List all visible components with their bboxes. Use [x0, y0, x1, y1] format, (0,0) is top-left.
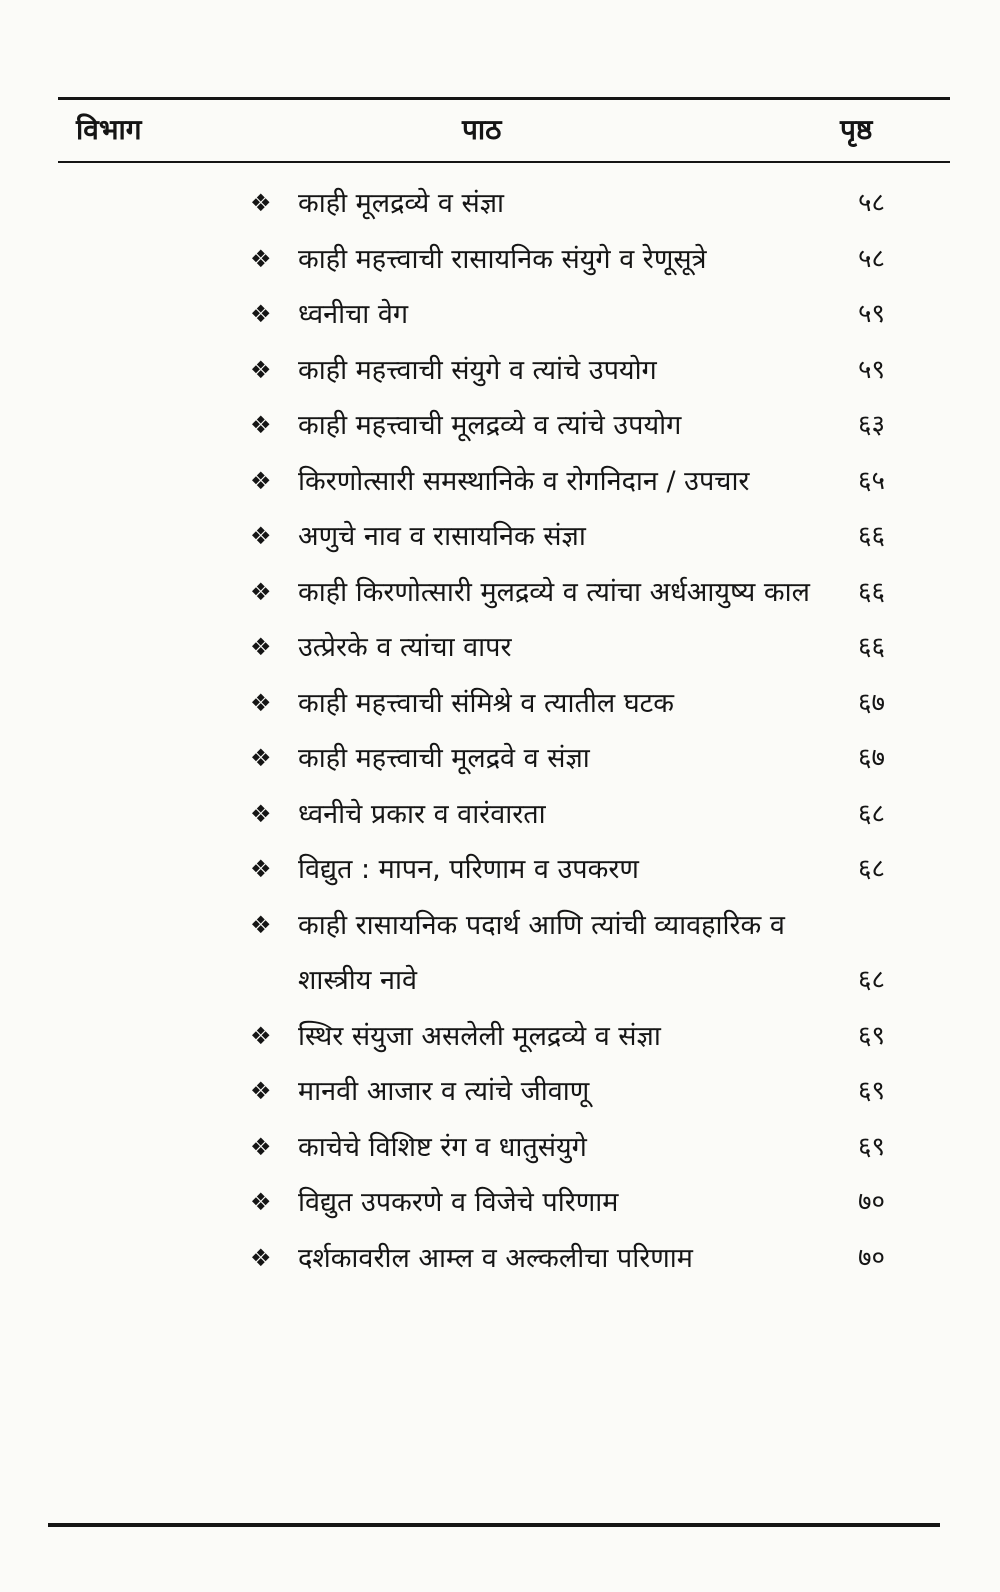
toc-entry	[248, 1175, 928, 1231]
diamond-bullet-icon: ❖	[250, 466, 272, 495]
diamond-bullet-icon: ❖	[250, 1077, 272, 1105]
toc-entry-page-number: ६९	[858, 1076, 886, 1106]
diamond-bullet-icon: ❖	[250, 855, 272, 883]
diamond-bullet-icon: ❖	[250, 577, 272, 606]
bottom-rule	[48, 1523, 940, 1527]
toc-entry-title: काही महत्त्वाची मूलद्रव्ये व त्यांचे उपयोग	[298, 410, 682, 441]
toc-entry-page-number: ६९	[858, 1020, 886, 1051]
diamond-bullet-icon: ❖	[250, 411, 272, 439]
toc-entry-page-number: ६५	[858, 465, 886, 496]
toc-entry-page-number: ६७	[858, 687, 886, 718]
toc-entry	[248, 676, 928, 732]
toc-entry-page-number: ६६	[858, 632, 886, 662]
toc-entry-title: अणुचे नाव व रासायनिक संज्ञा	[298, 521, 586, 552]
diamond-bullet-icon: ❖	[250, 300, 272, 328]
column-header-section: विभाग	[76, 113, 142, 146]
toc-entry-page-number: ५८	[858, 243, 886, 274]
toc-entry	[248, 343, 928, 399]
toc-entry	[248, 509, 928, 565]
diamond-bullet-icon: ❖	[250, 1188, 272, 1216]
toc-entry-page-number: ५९	[858, 354, 886, 385]
toc-entry-title: काही महत्त्वाची संयुगे व त्यांचे उपयोग	[298, 354, 657, 386]
header-rule	[58, 161, 950, 163]
toc-entry-title: काचेचे विशिष्ट रंग व धातुसंयुगे	[298, 1131, 587, 1163]
toc-entry-title: काही महत्त्वाची संमिश्रे व त्यातील घटक	[298, 687, 675, 719]
toc-entry-title: ध्वनीचा वेग	[298, 299, 409, 330]
toc-entry	[248, 287, 928, 343]
toc-entry-title: विद्युत : मापन, परिणाम व उपकरण	[298, 854, 639, 885]
diamond-bullet-icon: ❖	[250, 189, 272, 217]
column-header-lesson: पाठ	[462, 113, 502, 146]
toc-entry	[248, 620, 928, 676]
toc-entry	[248, 398, 928, 454]
toc-entry-list	[248, 176, 928, 1286]
toc-entry-title: किरणोत्सारी समस्थानिके व रोगनिदान / उपचार	[298, 465, 750, 497]
toc-entry-title: काही महत्त्वाची मूलद्रवे व संज्ञा	[298, 743, 590, 774]
toc-entry-page-number: ५९	[858, 299, 886, 329]
diamond-bullet-icon: ❖	[250, 355, 272, 384]
toc-entry	[248, 842, 928, 898]
diamond-bullet-icon: ❖	[250, 244, 272, 273]
toc-entry-title: काही मूलद्रव्ये व संज्ञा	[298, 188, 505, 219]
toc-entry-page-number: ६९	[858, 1131, 886, 1162]
toc-entry	[248, 787, 928, 843]
diamond-bullet-icon: ❖	[250, 688, 272, 717]
toc-entry-title: दर्शकावरील आम्ल व अल्कलीचा परिणाम	[298, 1242, 693, 1274]
toc-entry-title: स्थिर संयुजा असलेली मूलद्रव्ये व संज्ञा	[298, 1020, 661, 1052]
diamond-bullet-icon: ❖	[250, 1243, 272, 1272]
toc-entry	[248, 565, 928, 621]
toc-entry-page-number: ६६	[858, 521, 886, 551]
toc-entry	[248, 898, 928, 1009]
toc-entry-title: काही महत्त्वाची रासायनिक संयुगे व रेणूसूत्रे	[298, 243, 707, 275]
toc-entry-title: काही रासायनिक पदार्थ आणि त्यांची व्यावहारिक व शास्त्रीय नावे	[298, 909, 785, 996]
toc-entry-page-number: ७०	[858, 1187, 886, 1217]
toc-entry	[248, 1009, 928, 1065]
toc-entry-page-number: ६८	[858, 854, 886, 884]
toc-entry	[248, 1120, 928, 1176]
toc-entry	[248, 232, 928, 288]
diamond-bullet-icon: ❖	[250, 799, 272, 828]
diamond-bullet-icon: ❖	[250, 910, 272, 939]
diamond-bullet-icon: ❖	[250, 1132, 272, 1161]
toc-entry-page-number: ५८	[858, 188, 886, 218]
diamond-bullet-icon: ❖	[250, 522, 272, 550]
toc-entry-page-number: ६३	[858, 410, 886, 440]
toc-entry-title: काही किरणोत्सारी मुलद्रव्ये व त्यांचा अर्धआयुष्य काल	[298, 576, 810, 608]
column-header-page: पृष्ठ	[840, 113, 873, 146]
toc-entry-page-number: ७०	[858, 1242, 886, 1273]
toc-entry-page-number: ६७	[858, 743, 886, 773]
diamond-bullet-icon: ❖	[250, 744, 272, 772]
toc-entry	[248, 176, 928, 232]
toc-entry	[248, 1231, 928, 1287]
toc-entry-page-number: ६८	[858, 965, 886, 995]
toc-entry	[248, 731, 928, 787]
toc-entry-title: विद्युत उपकरणे व विजेचे परिणाम	[298, 1187, 619, 1218]
diamond-bullet-icon: ❖	[250, 1021, 272, 1050]
toc-entry-title: मानवी आजार व त्यांचे जीवाणू	[298, 1076, 590, 1107]
top-rule	[58, 97, 950, 100]
toc-entry	[248, 454, 928, 510]
toc-entry-title: ध्वनीचे प्रकार व वारंवारता	[298, 798, 546, 830]
toc-entry	[248, 1064, 928, 1120]
toc-entry-page-number: ६८	[858, 798, 886, 829]
diamond-bullet-icon: ❖	[250, 633, 272, 661]
toc-entry-title: उत्प्रेरके व त्यांचा वापर	[298, 632, 512, 663]
toc-entry-page-number: ६६	[858, 576, 886, 607]
